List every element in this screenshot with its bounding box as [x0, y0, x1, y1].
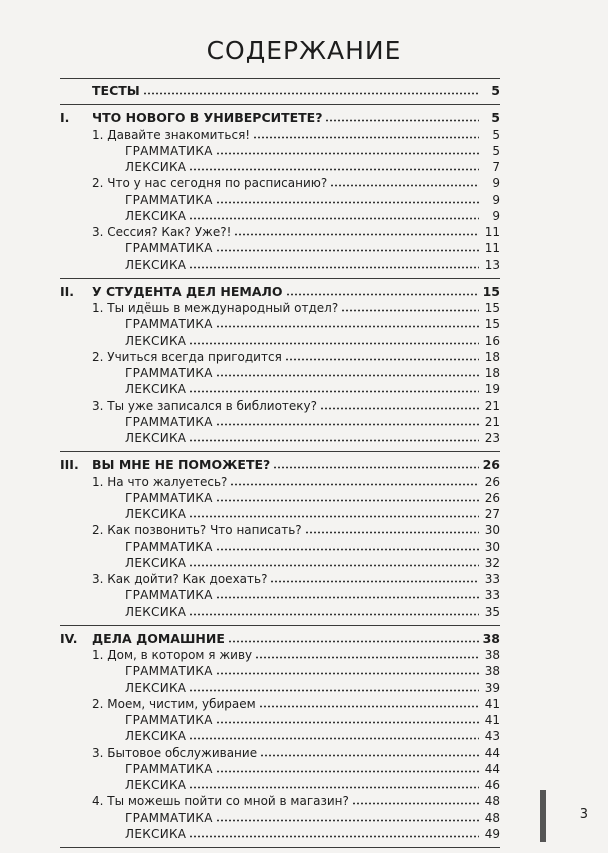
dot-leader [216, 417, 479, 426]
dot-leader [255, 650, 479, 659]
toc-entry-label: ЛЕКСИКА [125, 208, 187, 223]
toc-entry-label: ЛЕКСИКА [125, 382, 187, 397]
toc-entry-label: ЛЕКСИКА [125, 604, 187, 619]
dot-leader [189, 829, 479, 838]
toc-page-number: 26 [484, 474, 500, 489]
divider [60, 625, 500, 626]
toc-page-number: 19 [484, 382, 500, 397]
toc-entry-label: ЛЕКСИКА [125, 778, 187, 792]
toc-subsection[interactable] [60, 587, 500, 603]
dot-leader [189, 384, 479, 393]
toc-entry-label: ЧТО НОВОГО В УНИВЕРСИТЕТЕ? [92, 110, 323, 126]
toc-page-number: 44 [484, 761, 500, 776]
toc-subsection[interactable] [60, 333, 500, 349]
dot-leader [216, 542, 479, 551]
toc-entry-label: ГРАММАТИКА [125, 664, 213, 679]
toc-lesson[interactable] [60, 127, 500, 143]
toc-page-number: 27 [484, 507, 500, 521]
dot-leader [216, 813, 479, 822]
toc-subsection[interactable] [60, 604, 500, 620]
toc-page-number: 21 [484, 398, 500, 413]
dot-leader [286, 287, 479, 296]
toc-entry-label: ГРАММАТИКА [125, 761, 213, 776]
toc-entry-label: ГРАММАТИКА [125, 490, 213, 505]
table-of-contents [60, 76, 500, 853]
dot-leader [189, 558, 479, 567]
toc-page-number: 5 [491, 110, 500, 126]
toc-page-number: 7 [492, 160, 500, 174]
toc-entry-label: ЛЕКСИКА [125, 555, 187, 570]
toc-page-number: 9 [492, 192, 500, 207]
dot-leader [285, 352, 479, 361]
dot-leader [216, 493, 479, 502]
toc-subsection[interactable] [60, 192, 500, 208]
toc-entry-label: ГРАММАТИКА [125, 143, 213, 158]
toc-entry-label: ЛЕКСИКА [125, 680, 187, 695]
toc-page-number: 38 [482, 630, 500, 646]
toc-page-number: 11 [484, 241, 500, 256]
toc-entry-label: 2. Что у нас сегодня по расписанию? [92, 176, 328, 191]
toc-entry-label: 3. Бытовое обслуживание [92, 745, 258, 760]
dot-leader [189, 780, 479, 789]
toc-subsection[interactable] [60, 430, 500, 446]
toc-entry-label: ГРАММАТИКА [125, 713, 213, 727]
page-title: СОДЕРЖАНИЕ [206, 36, 402, 65]
toc-entry-label: 1. На что жалуетесь? [92, 474, 228, 489]
toc-entry-label: ГРАММАТИКА [125, 588, 213, 603]
toc-entry-label: ВЫ МНЕ НЕ ПОМОЖЕТЕ? [92, 457, 271, 473]
toc-entry-label: 1. Дом, в котором я живу [92, 648, 253, 662]
toc-page-number: 33 [484, 572, 500, 586]
toc-page-number: 38 [484, 648, 500, 662]
dot-leader [325, 113, 479, 122]
toc-entry-label: ГРАММАТИКА [125, 810, 213, 825]
toc-subsection[interactable] [60, 490, 500, 506]
toc-subsection[interactable] [60, 208, 500, 224]
toc-lesson[interactable] [60, 696, 500, 712]
toc-page-number: 41 [484, 713, 500, 727]
toc-page-number: 39 [484, 680, 500, 695]
dot-leader [253, 130, 479, 139]
toc-entry-label: ГРАММАТИКА [125, 317, 213, 332]
toc-page-number: 30 [484, 539, 500, 554]
toc-entry-label: 2. Учиться всегда пригодится [92, 349, 282, 364]
toc-subsection[interactable] [60, 663, 500, 679]
toc-page-number: 41 [484, 696, 500, 711]
toc-entry-label: ЛЕКСИКА [125, 257, 187, 272]
dot-leader [216, 146, 479, 155]
dot-leader [216, 243, 479, 252]
dot-leader [216, 590, 479, 599]
dot-leader [260, 748, 479, 757]
toc-subsection[interactable] [60, 381, 500, 397]
toc-lesson[interactable] [60, 300, 500, 316]
toc-entry-label: 4. Ты можешь пойти со мной в магазин? [92, 794, 349, 809]
toc-subsection[interactable] [60, 728, 500, 744]
toc-entry-label: 2. Как позвонить? Что написать? [92, 523, 302, 538]
toc-page-number: 15 [484, 301, 500, 315]
dot-leader [189, 162, 479, 171]
toc-entry-label: ГРАММАТИКА [125, 366, 213, 380]
toc-chapter-number: IV. [60, 630, 78, 646]
toc-chapter[interactable] [60, 83, 500, 99]
dot-leader [189, 336, 479, 345]
toc-entry-label: ЛЕКСИКА [125, 826, 187, 841]
toc-lesson[interactable] [60, 571, 500, 587]
toc-entry-label: ДЕЛА ДОМАШНИЕ [92, 630, 225, 646]
toc-subsection[interactable] [60, 257, 500, 273]
toc-page-number: 15 [484, 317, 500, 332]
toc-subsection[interactable] [60, 143, 500, 159]
toc-page-number: 26 [484, 490, 500, 505]
toc-subsection[interactable] [60, 414, 500, 430]
page-number: 3 [579, 807, 588, 822]
toc-page-number: 26 [482, 457, 500, 473]
toc-page-number: 16 [484, 333, 500, 348]
toc-subsection[interactable] [60, 777, 500, 793]
toc-entry-label: 3. Сессия? Как? Уже?! [92, 225, 232, 239]
toc-page-number: 5 [491, 83, 500, 98]
dot-leader [273, 460, 479, 469]
dot-leader [216, 368, 479, 377]
toc-page-number: 33 [484, 588, 500, 603]
toc-subsection[interactable] [60, 365, 500, 381]
toc-page-number: 35 [484, 604, 500, 619]
toc-entry-label: ГРАММАТИКА [125, 539, 213, 554]
toc-page-number: 5 [492, 127, 500, 142]
toc-lesson[interactable] [60, 175, 500, 191]
toc-subsection[interactable] [60, 761, 500, 777]
toc-page-number: 48 [484, 794, 500, 809]
toc-page-number: 43 [484, 729, 500, 744]
dot-leader [189, 683, 479, 692]
toc-subsection[interactable] [60, 712, 500, 728]
dot-leader [216, 715, 479, 724]
toc-page-number: 46 [484, 778, 500, 792]
toc-entry-label: ГРАММАТИКА [125, 241, 213, 256]
toc-entry-label: 3. Как дойти? Как доехать? [92, 572, 268, 586]
dot-leader [143, 86, 479, 95]
divider [60, 278, 500, 279]
dot-leader [216, 666, 479, 675]
toc-subsection[interactable] [60, 810, 500, 826]
toc-entry-label: ЛЕКСИКА [125, 333, 187, 348]
corner-bar [540, 790, 546, 842]
toc-lesson[interactable] [60, 398, 500, 414]
toc-page-number: 13 [484, 257, 500, 272]
toc-subsection[interactable] [60, 240, 500, 256]
toc-entry-label: ТЕСТЫ [92, 83, 140, 98]
toc-subsection[interactable] [60, 316, 500, 332]
dot-leader [189, 211, 479, 220]
toc-chapter[interactable] [60, 457, 500, 473]
toc-subsection[interactable] [60, 680, 500, 696]
toc-lesson[interactable] [60, 522, 500, 538]
toc-subsection[interactable] [60, 555, 500, 571]
dot-leader [216, 195, 479, 204]
toc-subsection[interactable] [60, 159, 500, 175]
toc-chapter-number: II. [60, 283, 75, 299]
toc-lesson[interactable] [60, 474, 500, 490]
toc-page-number: 18 [484, 366, 500, 380]
dot-leader [216, 319, 479, 328]
toc-subsection[interactable] [60, 826, 500, 842]
toc-page-number: 5 [492, 143, 500, 158]
toc-page-number: 49 [484, 826, 500, 841]
toc-entry-label: 2. Моем, чистим, убираем [92, 696, 256, 711]
toc-chapter[interactable] [60, 284, 500, 300]
toc-lesson[interactable] [60, 349, 500, 365]
dot-leader [234, 227, 479, 236]
dot-leader [228, 634, 479, 643]
dot-leader [259, 699, 479, 708]
toc-chapter-number: I. [60, 110, 70, 126]
toc-subsection[interactable] [60, 506, 500, 522]
dot-leader [189, 607, 479, 616]
dot-leader [330, 178, 479, 187]
dot-leader [189, 433, 479, 442]
toc-entry-label: 3. Ты уже записался в библиотеку? [92, 398, 318, 413]
toc-page-number: 11 [484, 225, 500, 239]
divider [60, 451, 500, 452]
toc-entry-label: ЛЕКСИКА [125, 507, 187, 521]
toc-page-number: 18 [484, 349, 500, 364]
toc-page-number: 23 [484, 431, 500, 445]
toc-page-number: 48 [484, 810, 500, 825]
divider [60, 847, 500, 848]
dot-leader [189, 260, 479, 269]
toc-page-number: 30 [484, 523, 500, 538]
toc-entry-label: 1. Давайте знакомиться! [92, 127, 251, 142]
toc-page-number: 38 [484, 664, 500, 679]
toc-page-number: 32 [484, 555, 500, 570]
toc-entry-label: ЛЕКСИКА [125, 729, 187, 744]
toc-entry-label: ЛЕКСИКА [125, 160, 187, 174]
toc-entry-label: У СТУДЕНТА ДЕЛ НЕМАЛО [92, 283, 283, 299]
toc-chapter-number: III. [60, 457, 79, 473]
dot-leader [230, 477, 479, 486]
dot-leader [189, 731, 479, 740]
dot-leader [341, 303, 479, 312]
toc-entry-label: ГРАММАТИКА [125, 414, 213, 429]
divider [60, 78, 500, 79]
toc-page-number: 21 [484, 414, 500, 429]
toc-subsection[interactable] [60, 539, 500, 555]
toc-entry-label: 1. Ты идёшь в международный отдел? [92, 301, 339, 315]
toc-page-number: 9 [492, 208, 500, 223]
toc-entry-label: ГРАММАТИКА [125, 192, 213, 207]
dot-leader [320, 401, 479, 410]
toc-page-number: 15 [482, 283, 500, 299]
toc-lesson[interactable] [60, 647, 500, 663]
toc-page-number: 9 [492, 176, 500, 191]
toc-lesson[interactable] [60, 745, 500, 761]
toc-chapter[interactable] [60, 631, 500, 647]
toc-entry-label: ЛЕКСИКА [125, 431, 187, 445]
dot-leader [270, 574, 479, 583]
toc-page-number: 44 [484, 745, 500, 760]
divider [60, 104, 500, 105]
dot-leader [189, 509, 479, 518]
dot-leader [352, 796, 479, 805]
dot-leader [216, 764, 479, 773]
toc-chapter[interactable] [60, 110, 500, 126]
dot-leader [305, 525, 479, 534]
toc-lesson[interactable] [60, 224, 500, 240]
toc-lesson[interactable] [60, 793, 500, 809]
